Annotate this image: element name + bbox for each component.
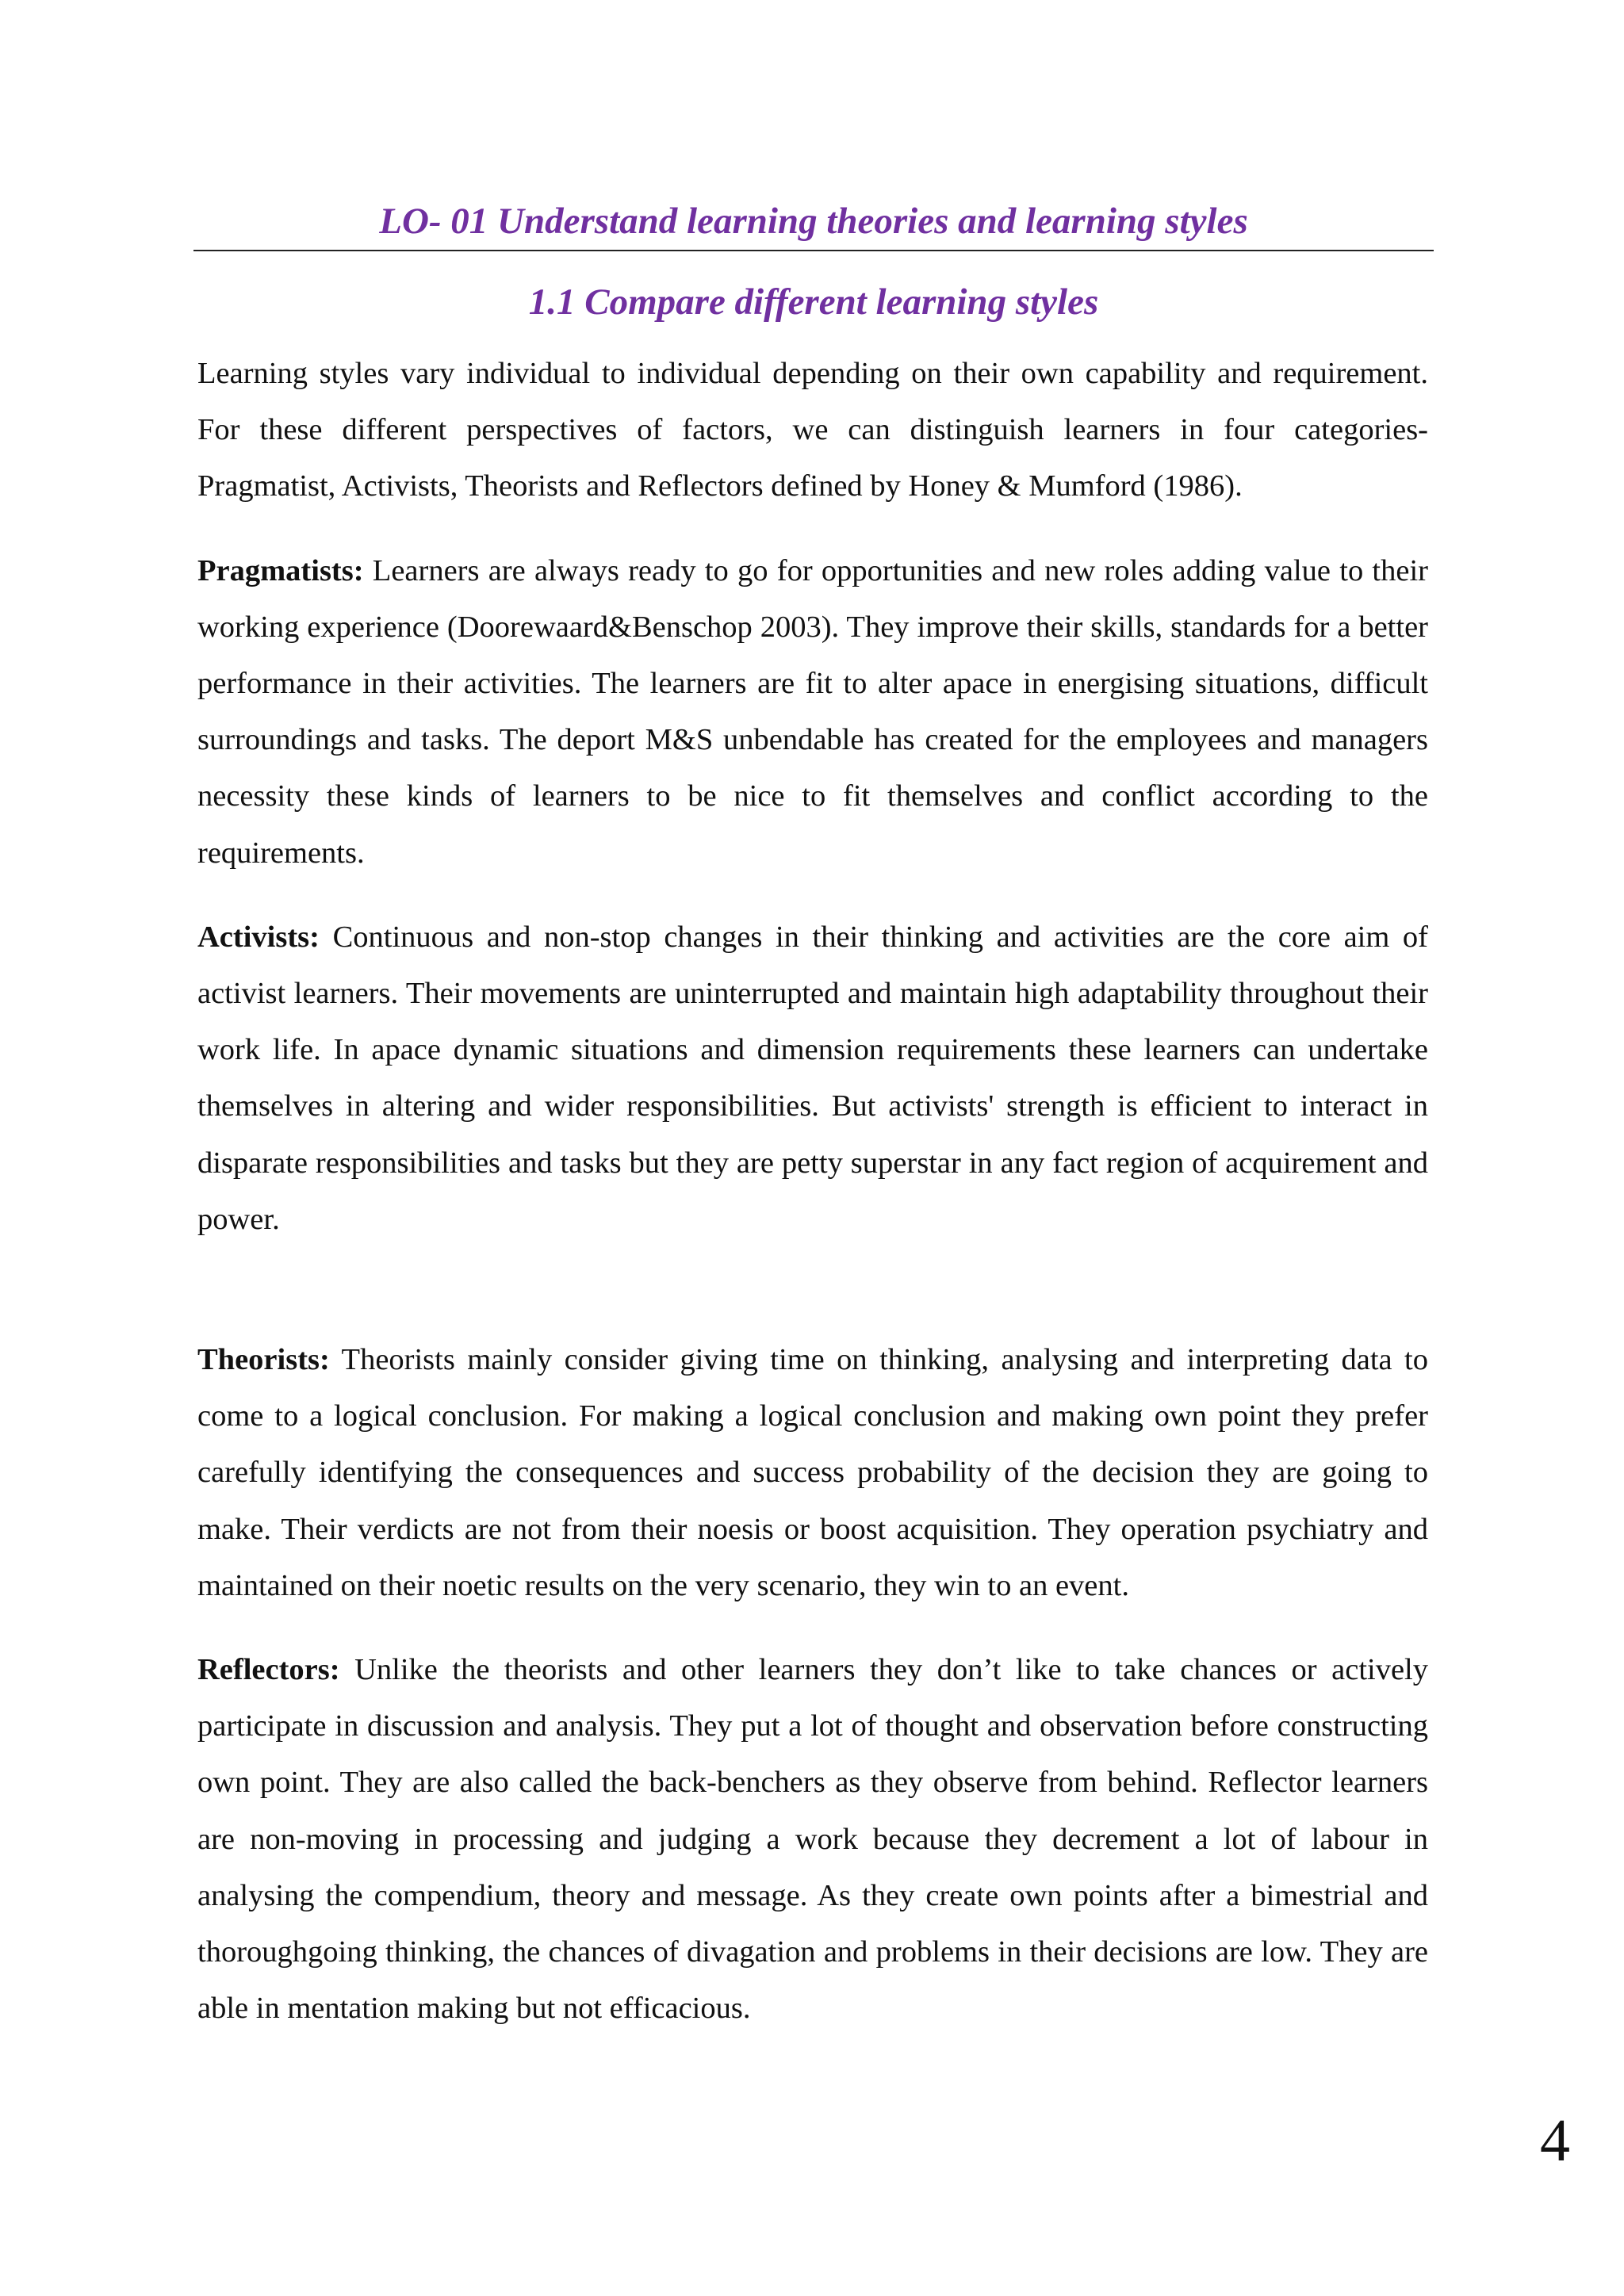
paragraph-reflectors <box>197 1642 1428 2037</box>
term-reflectors: Reflectors: <box>197 1653 340 1687</box>
paragraph-theorists <box>197 1332 1428 1614</box>
heading-divider <box>193 250 1434 251</box>
text-reflectors: Unlike the theorists and other learners they don’t like to take chances or actively participate in discussion and analysis. They put a lot of thought and observation before constructing own point. They are also called the back-benchers as they observe from behind. Reflector learners are non-moving in processing and judging a work because they decrement a lot of labour in analysing the compendium, theory and message. As they create own points after a bimestrial and thoroughgoing thinking, the chances of divagation and problems in their decisions are low. They are able in mentation making but not efficacious. <box>197 1653 1428 2026</box>
section-heading: LO- 01 Understand learning theories and learning styles <box>379 201 1248 242</box>
body-text <box>197 346 1428 2064</box>
paragraph-pragmatists <box>197 543 1428 882</box>
paragraph-activists <box>197 909 1428 1248</box>
term-theorists: Theorists: <box>197 1343 330 1377</box>
paragraph-spacer <box>197 1276 1428 1332</box>
text-theorists: Theorists mainly consider giving time on thinking, analysing and interpreting data to come to a logical conclusion. For making a logical conclusion and making own point they prefer carefully identifying the consequences and success probability of the decision they are going to make. Their verdicts are not from their noesis or boost acquisition. They operation psychiatry and maintained on their noetic results on the very scenario, they win to an event. <box>197 1343 1428 1602</box>
intro-paragraph: Learning styles vary individual to individual depending on their own capability and requirement. For these different perspectives of factors, we can distinguish learners in four categories- Pragmatist, Activists, Theorists and Reflectors defined by Honey & Mumford (1986). <box>197 357 1428 503</box>
text-pragmatists: Learners are always ready to go for opportunities and new roles adding value to their working experience (Doorewaard&Benschop 2003). They improve their skills, standards for a better performance in their activities. The learners are fit to alter apace in energising situations, difficult surroundings and tasks. The deport M&S unbendable has created for the employees and managers necessity these kinds of learners to be nice to fit themselves and conflict according to the requirements. <box>197 553 1428 870</box>
text-activists: Continuous and non-stop changes in their thinking and activities are the core aim of activist learners. Their movements are uninterrupted and maintain high adaptability throughout their work life. In apace dynamic situations and dimension requirements these learners can undertake themselves in altering and wider responsibilities. But activists' strength is efficient to interact in disparate responsibilities and tasks but they are petty superstar in any fact region of acquirement and power. <box>197 920 1428 1236</box>
page-number: 4 <box>1540 2107 1570 2174</box>
term-activists: Activists: <box>197 920 320 954</box>
subsection-heading: 1.1 Compare different learning styles <box>528 281 1099 323</box>
term-pragmatists: Pragmatists: <box>197 553 364 587</box>
